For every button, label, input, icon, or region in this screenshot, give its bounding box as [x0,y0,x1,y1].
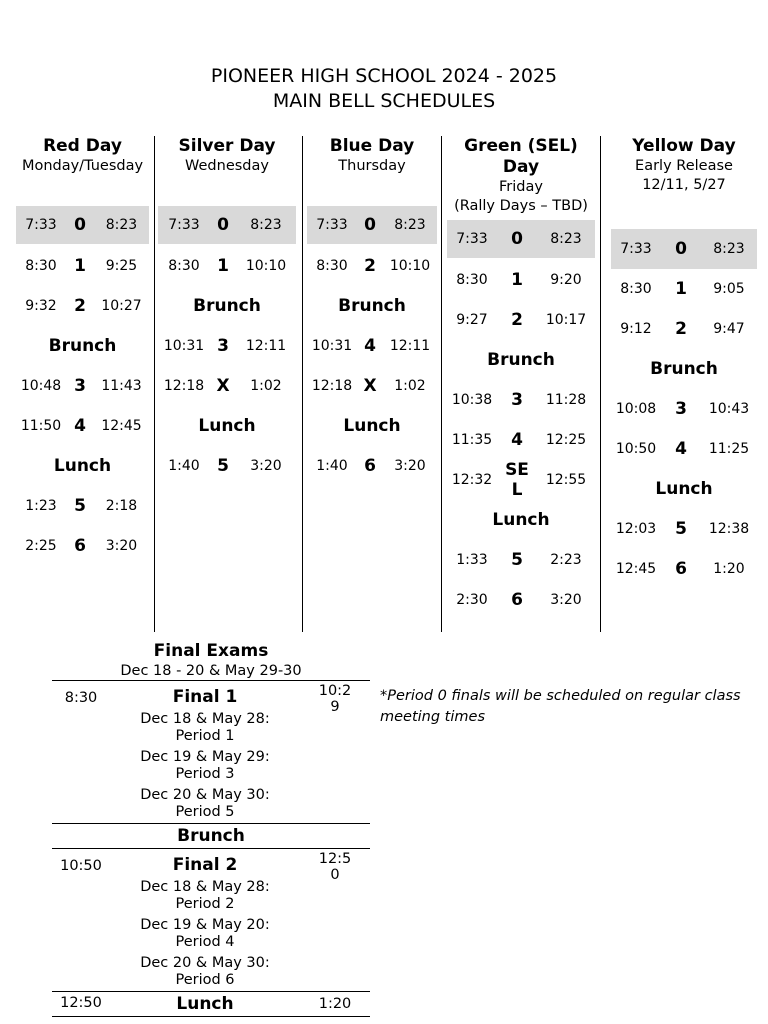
period-number: 5 [675,519,687,539]
period-row [16,286,149,326]
period-number: 0 [364,215,376,235]
period-row [611,389,757,429]
period-row [158,446,296,486]
column-divider [600,136,601,632]
period-end-time: 8:23 [713,241,745,257]
period-end-time: 8:23 [250,217,282,233]
period-end-time: 9:20 [550,272,582,288]
period-number: 4 [74,416,86,436]
period-number: 6 [364,456,376,476]
break-label: Brunch [193,296,261,316]
period-row [307,326,437,366]
period-number: 2 [675,319,687,339]
period-row [16,526,149,566]
period-start-time: 7:33 [456,231,488,247]
period-row [611,429,757,469]
period-row [158,366,296,406]
period-start-time: 9:27 [456,312,488,328]
final-1-line: Dec 20 & May 30: Period 5 [140,787,270,820]
period-number: 0 [74,215,86,235]
day-subtitle: 12/11, 5/27 [642,177,726,193]
finals-lunch-label: Lunch [176,994,234,1014]
period-end-time: 10:10 [389,258,431,274]
period-start-time: 1:40 [316,458,348,474]
period-end-time: 11:25 [708,441,750,457]
final-1-line: Dec 18 & May 28: Period 1 [140,711,270,744]
period-end-time: 12:11 [245,338,287,354]
final-2-line: Dec 18 & May 28: Period 2 [140,879,270,912]
final-1-line: Dec 19 & May 29: Period 3 [140,749,270,782]
break-label: Lunch [655,479,713,499]
period-end-time: 1:02 [250,378,282,394]
break-label: Brunch [487,350,555,370]
period-number: 3 [74,376,86,396]
break-label: Lunch [343,416,401,436]
finals-lunch-start: 12:50 [60,995,102,1011]
final-1-end: 10:29 [318,683,352,715]
period-number: 2 [364,256,376,276]
period-row [447,220,595,258]
period-start-time: 8:30 [456,272,488,288]
break-label: Lunch [53,456,112,476]
period-row [16,366,149,406]
period-end-time: 1:02 [394,378,426,394]
period-start-time: 1:23 [25,498,57,514]
period-end-time: 8:23 [105,217,138,233]
period-number: 3 [217,336,229,356]
period-row [307,206,437,244]
period-row [611,509,757,549]
period-row [158,246,296,286]
final-2-end: 12:50 [318,851,352,883]
day-column [158,136,296,632]
finals-lunch-row [52,992,370,1016]
period-end-time: 12:38 [708,521,750,537]
period-start-time: 1:40 [168,458,200,474]
period-end-time: 12:45 [101,418,142,434]
period-number: 1 [511,270,523,290]
period-end-time: 12:55 [545,472,587,488]
period-row [307,246,437,286]
period-start-time: 2:25 [25,538,57,554]
period-number: 2 [511,310,523,330]
period-start-time: 9:32 [25,298,57,314]
period-number: 1 [217,256,229,276]
day-column [307,136,437,632]
day-subtitle: Friday [499,179,543,195]
period-row [611,229,757,269]
period-start-time: 12:45 [615,561,657,577]
period-end-time: 11:43 [101,378,142,394]
period-row [611,269,757,309]
period-start-time: 8:30 [25,258,57,274]
period-row [447,540,595,580]
period-row [447,460,595,500]
period-number: 6 [74,536,86,556]
period-start-time: 8:30 [168,258,200,274]
period-end-time: 3:20 [250,458,282,474]
day-name: Red Day [43,136,122,156]
period-end-time: 10:43 [708,401,750,417]
day-name: Green (SEL) Day [464,136,578,177]
final-2-line: Dec 20 & May 30: Period 6 [140,955,270,988]
period-number: 5 [511,550,523,570]
period-end-time: 3:20 [105,538,138,554]
period-number: 1 [74,256,86,276]
period-end-time: 9:25 [105,258,138,274]
period-start-time: 8:30 [620,281,652,297]
period-start-time: 10:31 [311,338,353,354]
period-end-time: 12:25 [545,432,587,448]
day-subtitle: Thursday [338,158,406,174]
period-start-time: 1:33 [456,552,488,568]
period-start-time: 12:18 [163,378,205,394]
period-0-note: *Period 0 finals will be scheduled on regular class meeting times [380,688,741,725]
finals-brunch: Brunch [177,826,245,846]
period-number: 0 [217,215,229,235]
period-row [447,260,595,300]
period-number: 4 [675,439,687,459]
period-number: 3 [511,390,523,410]
period-end-time: 9:05 [713,281,745,297]
period-start-time: 7:33 [316,217,348,233]
column-divider [302,136,303,632]
period-end-time: 3:20 [550,592,582,608]
period-number: 6 [675,559,687,579]
day-name: Yellow Day [632,136,736,156]
period-row [307,446,437,486]
period-start-time: 9:12 [620,321,652,337]
period-row [158,326,296,366]
final-2-line: Dec 19 & May 20: Period 4 [140,917,270,950]
period-start-time: 7:33 [168,217,200,233]
period-start-time: 2:30 [456,592,488,608]
period-number: 6 [511,590,523,610]
schedule-title: MAIN BELL SCHEDULES [272,90,496,112]
period-end-time: 12:11 [389,338,431,354]
period-end-time: 9:47 [713,321,745,337]
period-row [447,380,595,420]
period-end-time: 2:18 [105,498,138,514]
period-start-time: 10:48 [20,378,62,394]
period-number: SEL [505,460,529,500]
final-2-block [52,849,370,991]
day-subtitle: Wednesday [185,158,269,174]
period-end-time: 10:17 [545,312,587,328]
day-column [611,136,757,632]
period-start-time: 7:33 [25,217,57,233]
day-name: Blue Day [329,136,415,156]
period-number: 4 [364,336,376,356]
break-label: Lunch [492,510,550,530]
finals-lunch-end: 1:20 [318,996,352,1012]
final-2-name: Final 2 [172,855,238,875]
period-number: 4 [511,430,523,450]
period-end-time: 11:28 [545,392,587,408]
final-1-name: Final 1 [172,687,238,707]
day-subtitle: (Rally Days – TBD) [454,198,588,214]
break-label: Brunch [650,359,718,379]
period-row [16,206,149,244]
period-end-time: 10:27 [101,298,142,314]
final-1-block [52,681,370,823]
period-start-time: 12:03 [615,521,657,537]
period-row [611,309,757,349]
break-label: Lunch [198,416,256,436]
period-end-time: 10:10 [245,258,287,274]
period-row [447,580,595,620]
period-number: X [216,376,230,396]
period-row [447,420,595,460]
period-number: 0 [675,239,687,259]
period-start-time: 12:18 [311,378,353,394]
period-start-time: 7:33 [620,241,652,257]
day-subtitle: Early Release [635,158,733,174]
final-exams-title: Final Exams [153,641,269,661]
final-1-start: 8:30 [64,690,98,706]
final-exams-section [52,640,370,1017]
final-exams-dates: Dec 18 - 20 & May 29-30 [120,663,302,679]
period-row [16,406,149,446]
period-end-time: 8:23 [550,231,582,247]
period-row [611,549,757,589]
school-title: PIONEER HIGH SCHOOL 2024 - 2025 [210,65,558,87]
column-divider [441,136,442,632]
final-2-start: 10:50 [60,858,102,874]
period-row [307,366,437,406]
period-number: 5 [74,496,86,516]
period-number: 2 [74,296,86,316]
period-row [16,246,149,286]
period-row [447,300,595,340]
break-label: Brunch [338,296,406,316]
period-start-time: 11:35 [451,432,493,448]
period-number: 0 [511,229,523,249]
period-start-time: 10:38 [451,392,493,408]
period-number: X [363,376,377,396]
period-start-time: 11:50 [20,418,62,434]
period-number: 5 [217,456,229,476]
period-start-time: 10:50 [615,441,657,457]
period-start-time: 12:32 [451,472,493,488]
period-start-time: 10:08 [615,401,657,417]
period-row [158,206,296,244]
divider [52,1016,370,1017]
day-subtitle: Monday/Tuesday [21,158,144,174]
period-number: 3 [675,399,687,419]
period-end-time: 3:20 [394,458,426,474]
period-row [16,486,149,526]
period-start-time: 10:31 [163,338,205,354]
period-end-time: 1:20 [713,561,745,577]
column-divider [154,136,155,632]
period-end-time: 8:23 [394,217,426,233]
period-end-time: 2:23 [550,552,582,568]
period-start-time: 8:30 [316,258,348,274]
day-column [447,136,595,632]
period-number: 1 [675,279,687,299]
day-name: Silver Day [178,136,276,156]
day-column [16,136,149,632]
break-label: Brunch [48,336,117,356]
